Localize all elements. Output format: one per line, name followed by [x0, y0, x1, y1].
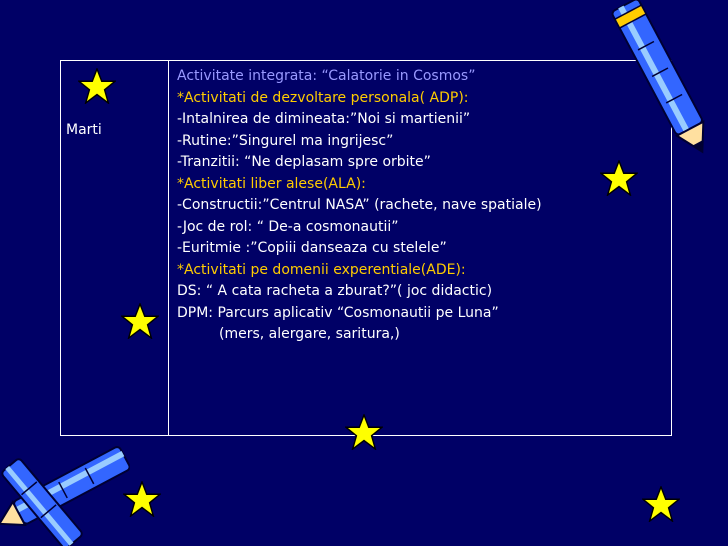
activity-line: DPM: Parcurs aplicativ “Cosmonautii pe Luna”	[177, 304, 499, 321]
star-icon	[78, 68, 116, 104]
star-icon	[121, 303, 159, 339]
section-heading-adp: *Activitati de dezvoltare personala( ADP):	[177, 89, 469, 106]
activity-line: -Euritmie :”Copiii danseaza cu stelele”	[177, 240, 447, 256]
activity-line: -Intalnirea de dimineata:”Noi si martienii”	[177, 111, 471, 127]
table-column-divider	[168, 60, 169, 436]
activity-line: (mers, alergare, saritura,)	[219, 326, 400, 342]
section-heading-ade: *Activitati pe domenii experentiale(ADE):	[177, 261, 466, 278]
star-icon	[642, 486, 680, 522]
activity-line: DS: “ A cata racheta a zburat?”( joc didactic)	[177, 283, 493, 299]
star-icon	[345, 414, 383, 450]
pencil-icon-bottom-left	[0, 440, 130, 546]
activities-cell	[177, 66, 667, 346]
activity-line: -Rutine:”Singurel ma ingrijesc”	[177, 132, 394, 149]
day-label: Marti	[66, 122, 102, 138]
activity-line: -Constructii:”Centrul NASA” (rachete, nave spatiale)	[177, 197, 542, 213]
pencil-icon-top-right	[606, 0, 728, 162]
star-icon	[600, 160, 638, 196]
activity-line: -Tranzitii: “Ne deplasam spre orbite”	[177, 154, 431, 170]
activity-title: Activitate integrata: “Calatorie in Cosmos”	[177, 68, 476, 84]
section-heading-ala: *Activitati liber alese(ALA):	[177, 175, 366, 192]
activity-line: -Joc de rol: “ De-a cosmonautii”	[177, 218, 399, 235]
